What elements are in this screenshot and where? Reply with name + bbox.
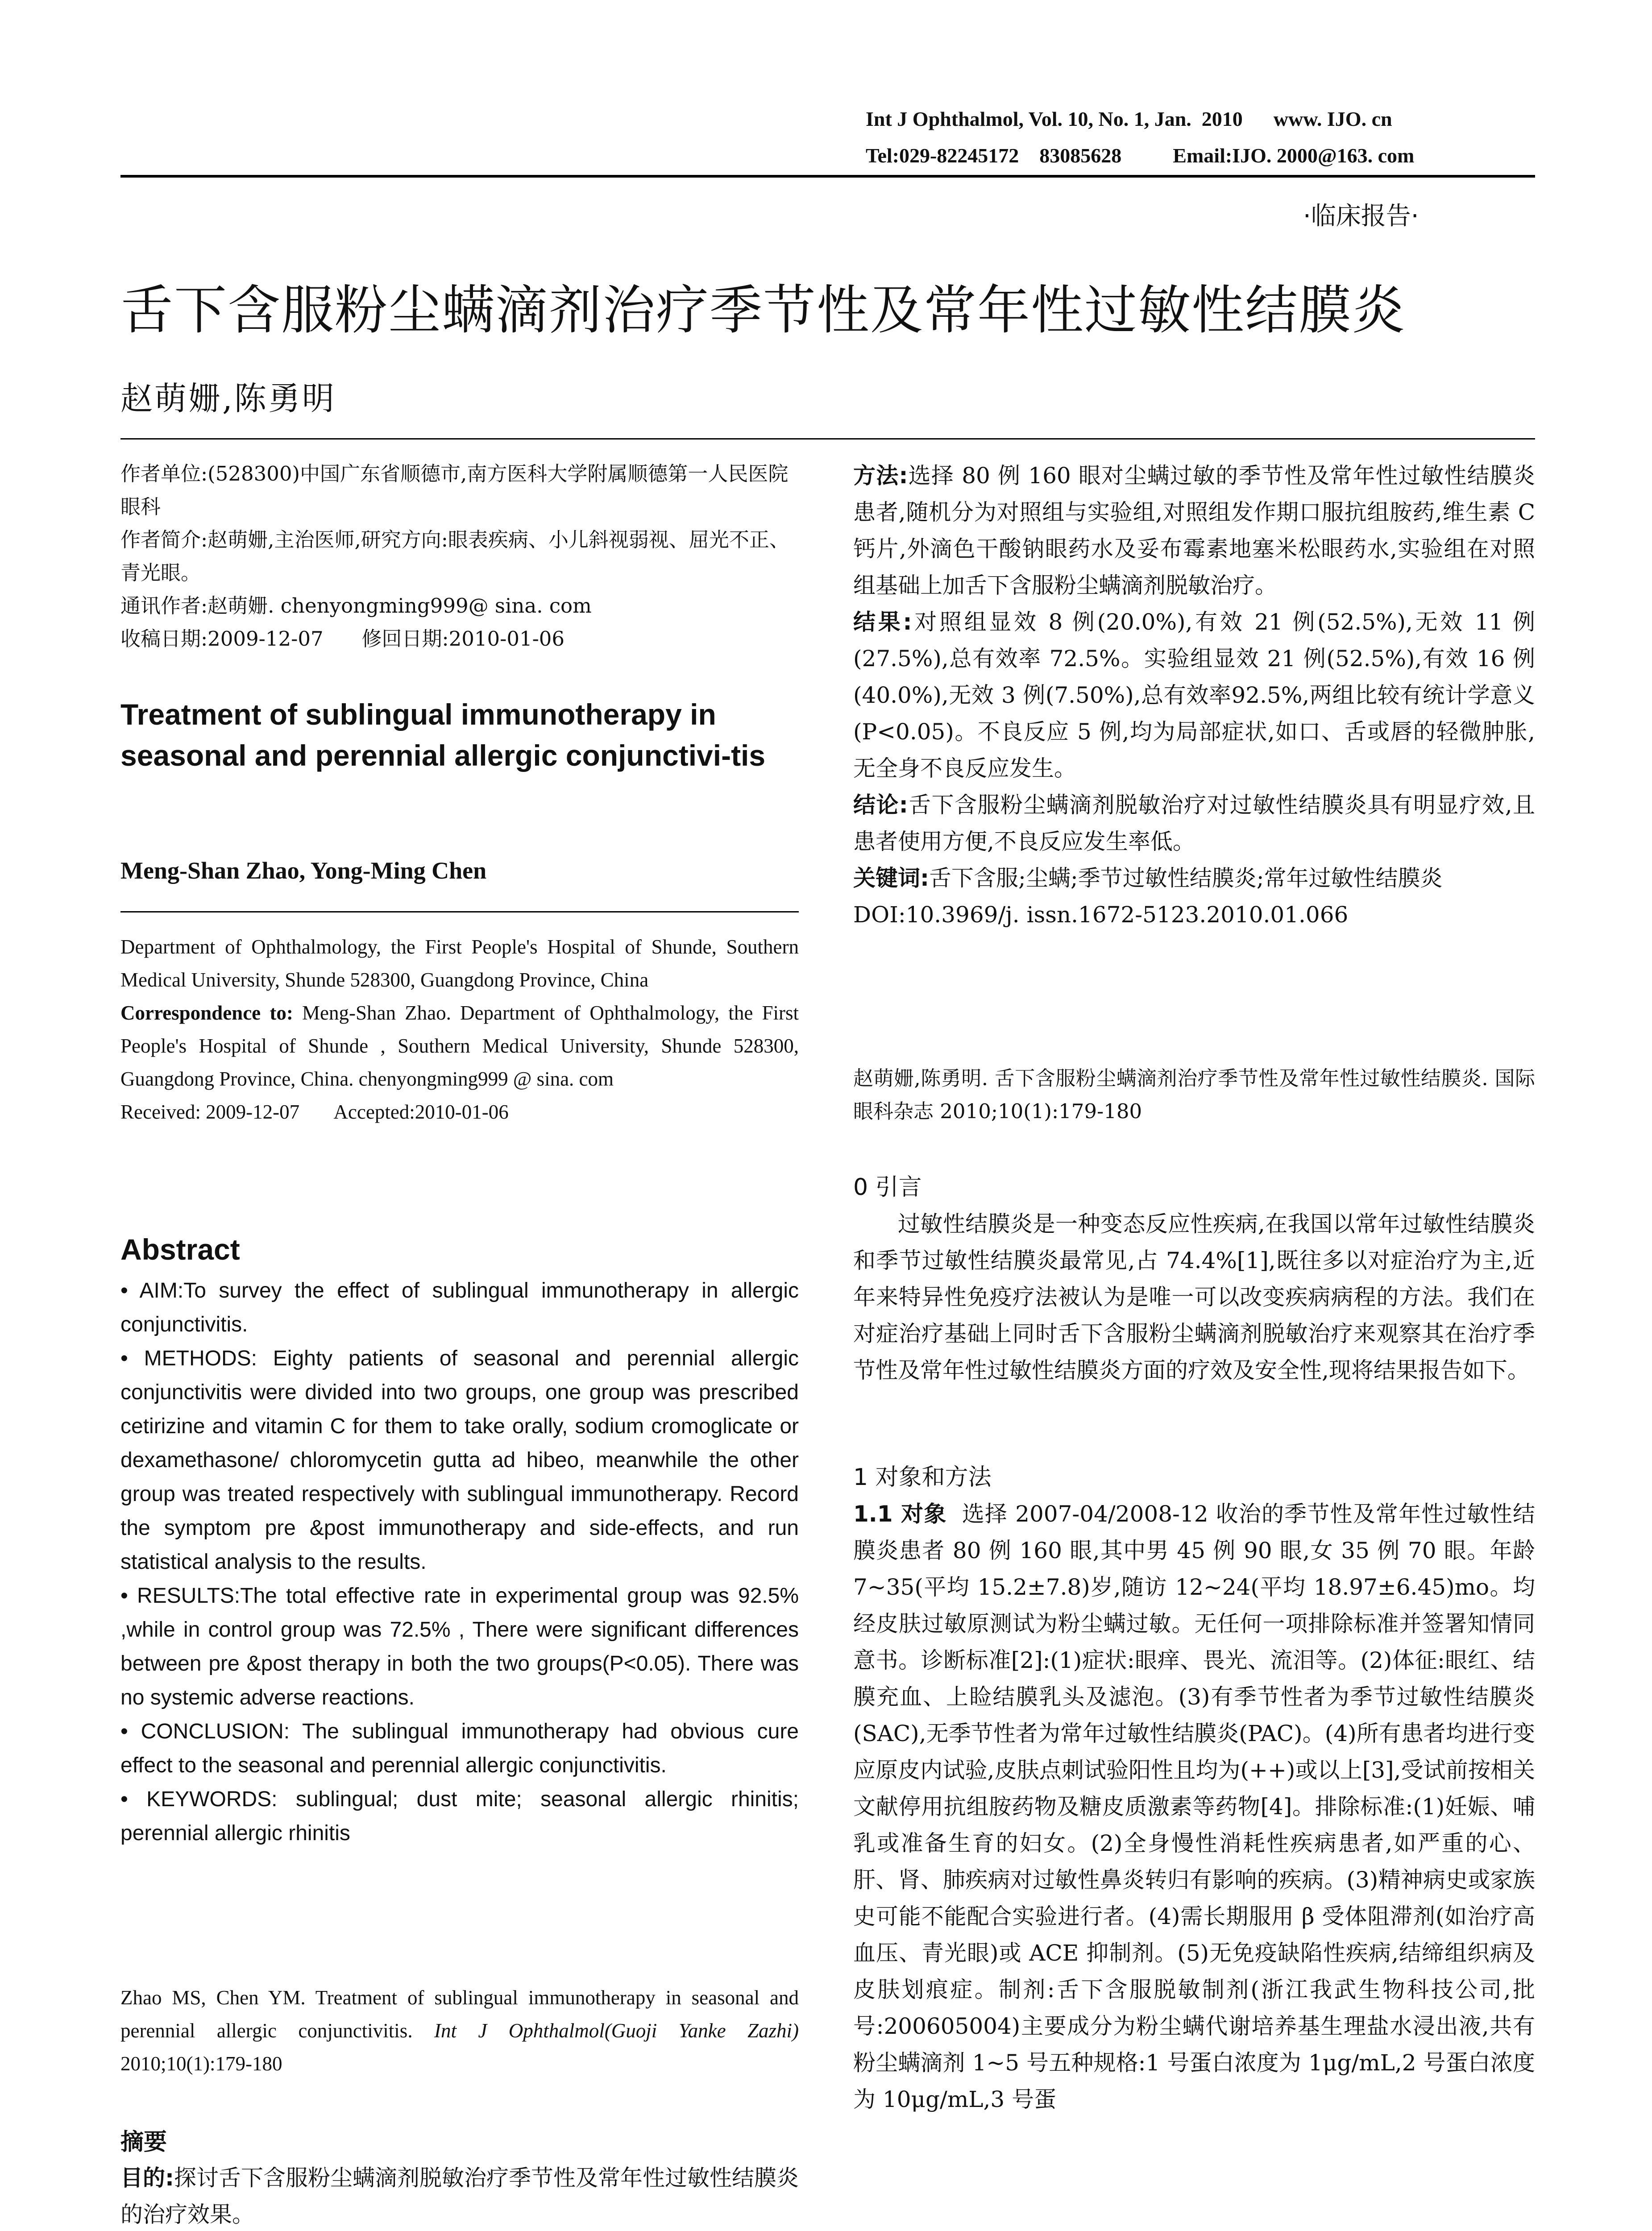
- correspondence-en: [120, 996, 799, 1095]
- abstract-en: [120, 1274, 799, 1850]
- subjects-label: 1.1 对象: [853, 1501, 947, 1527]
- correspondence-cn: 通讯作者:赵萌姗. chenyongming999@ sina. com: [120, 594, 592, 618]
- conclusion-text: 舌下含服粉尘螨滴剂脱敏治疗对过敏性结膜炎具有明显疗效,且患者使用方便,不良反应发生率低。: [853, 792, 1535, 854]
- authors-rule: [120, 438, 1535, 440]
- page-title: 舌下含服粉尘螨滴剂治疗季节性及常年性过敏性结膜炎: [120, 279, 1406, 341]
- affiliation-cn: 作者单位:(528300)中国广东省顺德市,南方医科大学附属顺德第一人民医院眼科: [120, 462, 789, 518]
- methods-text: 选择 80 例 160 眼对尘螨过敏的季节性及常年性过敏性结膜炎患者,随机分为对照组与实验组,对照组发作期口服抗组胺药,维生素 C 钙片,外滴色干酸钠眼药水及妥布霉素地塞米松眼药水,实验组在对照组基础上加舌下含服粉尘螨滴剂脱敏治疗。: [853, 463, 1535, 598]
- citation-en: [120, 1981, 799, 2080]
- abstract-cn: [853, 457, 1535, 933]
- abstract-heading: Abstract: [120, 1233, 240, 1266]
- results-text: 对照组显效 8 例(20.0%),有效 21 例(52.5%),无效 11 例(27.5%),总有效率 72.5%。实验组显效 21 例(52.5%),有效 16 例(40.0%),无效 3 例(7.50%),总有效率92.5%,两组比较有统计学意义(P<0.05)。不良反应 5 例,均为局部症状,如口、舌或唇的轻微肿胀,无全身不良反应发生。: [853, 609, 1535, 781]
- citation-en-text: Zhao MS, Chen YM. Treatment of sublingual immunotherapy in seasonal and perennial allergic conjunctivitis.: [120, 1986, 799, 2042]
- dates-cn: 收稿日期:2009-12-07 修回日期:2010-01-06: [120, 627, 565, 651]
- abstract-cn-aim: [120, 2160, 799, 2231]
- abstract-conclusion: • CONCLUSION: The sublingual immunotherapy had obvious cure effect to the seasonal and perennial allergic conjunctivitis.: [120, 1720, 799, 1777]
- abstract-aim: • AIM:To survey the effect of sublingual immunotherapy in allergic conjunctivitis.: [120, 1279, 799, 1336]
- citation-en-journal: Int J Ophthalmol(Guoji Yanke Zazhi): [412, 2020, 799, 2042]
- aim-text: 探讨舌下含服粉尘螨滴剂脱敏治疗季节性及常年性过敏性结膜炎的治疗效果。: [120, 2165, 799, 2227]
- header-rule: [120, 175, 1535, 178]
- bio-cn: 作者简介:赵萌姗,主治医师,研究方向:眼表疾病、小儿斜视弱视、屈光不正、青光眼。: [120, 528, 789, 585]
- citation-cn: 赵萌姗,陈勇明. 舌下含服粉尘螨滴剂治疗季节性及常年性过敏性结膜炎. 国际眼科杂志 2010;10(1):179-180: [853, 1066, 1535, 1123]
- doi: DOI:10.3969/j. issn.1672-5123.2010.01.066: [853, 902, 1349, 928]
- journal-header-line2: Tel:029-82245172 83085628 Email:IJO. 2000@163. com: [866, 144, 1415, 167]
- author-info: [120, 457, 799, 655]
- abstract-keywords: • KEYWORDS: sublingual; dust mite; seasonal allergic rhinitis; perennial allergic rhinitis: [120, 1787, 799, 1845]
- correspondence-text: Meng-Shan Zhao. Department of Ophthalmology, the First People's Hospital of Shunde , Southern Medical University, Shunde 528300, Guangdong Province, China. chenyongming999 @ sina. com: [120, 1002, 799, 1090]
- aim-label: 目的:: [120, 2165, 174, 2191]
- subjects-section: [853, 1496, 1535, 2118]
- affiliation-en-rule: [120, 911, 799, 912]
- section-tag: ·临床报告·: [1303, 202, 1419, 231]
- methods-heading: 1 对象和方法: [853, 1464, 992, 1491]
- methods-label: 方法:: [853, 463, 908, 489]
- title-en: Treatment of sublingual immunotherapy in seasonal and perennial allergic conjunctivi-tis: [120, 698, 766, 772]
- keywords-label: 关键词:: [853, 865, 929, 891]
- subjects-text: 选择 2007-04/2008-12 收治的季节性及常年性过敏性结膜炎患者 80 例 160 眼,其中男 45 例 90 眼,女 35 例 70 眼。年龄 7~35(平均 15.2±7.8)岁,随访 12~24(平均 18.97±6.45)mo。均经皮肤过敏原测试为粉尘螨过敏。无任何一项排除标准并签署知情同意书。诊断标准[2]:(1)症状:眼痒、畏光、流泪等。(2)体征:眼红、结膜充血、上睑结膜乳头及滤泡。(3)有季节性者为季节过敏性结膜炎(SAC),无季节性者为常年过敏性结膜炎(PAC)。(4)所有患者均进行变应原皮内试验,皮肤点刺试验阳性且均为(++)或以上[3],受试前按相关文献停用抗组胺药物及糖皮质激素等药物[4]。排除标准:(1)妊娠、哺乳或准备生育的妇女。(2)全身慢性消耗性疾病患者,如严重的心、肝、肾、肺疾病对过敏性鼻炎转归有影响的疾病。(3)精神病史或家族史可能不能配合实验进行者。(4)需长期服用 β 受体阻滞剂(如治疗高血压、青光眼)或 ACE 抑制剂。(5)无免疫缺陷性疾病,结缔组织病及皮肤划痕症。制剂:舌下含服脱敏制剂(浙江我武生物科技公司,批号:200605004)主要成分为粉尘螨代谢培养基生理盐水浸出液,共有粉尘螨滴剂 1~5 号五种规格:1 号蛋白浓度为 1μg/mL,2 号蛋白浓度为 10μg/mL,3 号蛋: [853, 1501, 1535, 2112]
- intro-paragraph: 过敏性结膜炎是一种变态反应性疾病,在我国以常年过敏性结膜炎和季节过敏性结膜炎最常见,占 74.4%[1],既往多以对症治疗为主,近年来特异性免疫疗法被认为是唯一可以改变疾病病程的方法。我们在对症治疗基础上同时舌下含服粉尘螨滴剂脱敏治疗来观察其在治疗季节性及常年性过敏性结膜炎方面的疗效及安全性,现将结果报告如下。: [853, 1211, 1535, 1383]
- journal-header-line1: Int J Ophthalmol, Vol. 10, No. 1, Jan. 2010 www. IJO. cn: [866, 108, 1392, 130]
- affiliation-en: [120, 930, 799, 1128]
- department-en: Department of Ophthalmology, the First People's Hospital of Shunde, Southern Medical University, Shunde 528300, Guangdong Province, China: [120, 936, 799, 991]
- intro-heading: 0 引言: [853, 1174, 922, 1201]
- abstract-cn-heading: 摘要: [120, 2129, 167, 2156]
- authors-cn: 赵萌姗,陈勇明: [120, 380, 336, 417]
- authors-en: Meng-Shan Zhao, Yong-Ming Chen: [120, 857, 487, 884]
- correspondence-label: Correspondence to:: [120, 1002, 293, 1024]
- abstract-methods: • METHODS: Eighty patients of seasonal and perennial allergic conjunctivitis were divided into two groups, one group was prescribed cetirizine and vitamin C for them to take orally, sodium cromoglicate or dexamethasone/ chloromycetin gutta ad hibeo, meanwhile the other group was treated respectively with sublingual immunotherapy. Record the symptom pre &post immunotherapy and side-effects, and run statistical analysis to the results.: [120, 1347, 799, 1574]
- citation-en-tail: 2010;10(1):179-180: [120, 2053, 282, 2075]
- conclusion-label: 结论:: [853, 792, 908, 818]
- keywords-text: 舌下含服;尘螨;季节过敏性结膜炎;常年过敏性结膜炎: [929, 865, 1443, 891]
- abstract-results: • RESULTS:The total effective rate in experimental group was 92.5% ,while in control group was 72.5% , There were significant differences between pre &post therapy in both the two groups(P<0.05). There was no systemic adverse reactions.: [120, 1584, 799, 1709]
- results-label: 结果:: [853, 609, 912, 635]
- intro-text: [853, 1206, 1535, 1389]
- dates-en: Received: 2009-12-07 Accepted:2010-01-06: [120, 1101, 509, 1123]
